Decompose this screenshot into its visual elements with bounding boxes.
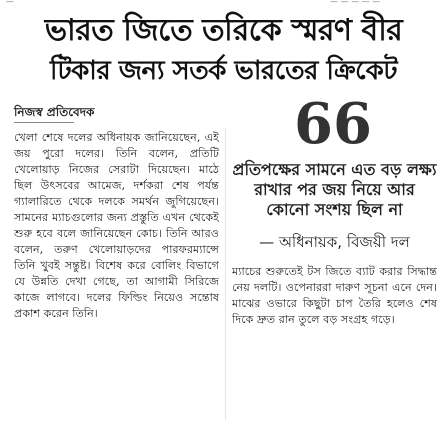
article-body: খেলা শেষে দলের অধিনায়ক জানিয়েছেন, এই জয় পুরো দলের। তিনি বলেন, প্রতিটি খেলোয়াড় নিজের সেরাটা দিয়েছেন। মাঠে ছিল উৎসবের আমেজ, দর্শকরা শেষ পর্যন্ত গ্যালারিতে থেকে দলকে সমর্থন জুগিয়েছেন। সামনের ম্যাচগুলোর জন্য প্রস্তুতি এখন থেকেই শুরু হবে বলে জানিয়েছেন কোচ। তিনি আরও বলেন, তরুণ খেলোয়াড়দের পারফরম্যান্সে তিনি খুবই সন্তুষ্ট। বিশেষ করে বোলিং বিভাগে যে উন্নতি দেখা গেছে, তা আগামী সিরিজে কাজে লাগবে। দলের ফিল্ডিং নিয়েও সন্তোষ প্রকাশ করেন তিনি। xyxy=(14,131,219,320)
top-strip-right: — — — — — xyxy=(330,0,381,6)
headline-line-2: টিকার জন্য সতর্ক ভারতের ক্রিকেট xyxy=(50,56,397,86)
byline: নিজস্ব প্রতিবেদক xyxy=(14,105,95,119)
pull-quote-source: — অধিনায়ক, বিজয়ী দল xyxy=(259,233,410,251)
column-divider xyxy=(225,128,226,420)
byline-rule xyxy=(14,122,74,123)
headline-line-1: ভারত জিতে তরিকে স্মরণ বীর xyxy=(44,13,403,48)
top-strip-left: — xyxy=(6,0,14,6)
pull-quote: প্রতিপক্ষের সামনে এত বড় লক্ষ্য রাখার পর জয় নিয়ে আর কোনো সংশয় ছিল না xyxy=(232,160,437,219)
side-article-body: ম্যাচের শুরুতেই টস জিতে ব্যাট করার সিদ্ধান্ত নেয় দলটি। ওপেনাররা দারুণ সূচনা এনে দেন। মাঝের ওভারে কিছুটা চাপ তৈরি হলেও শেষ দিকে দ্রুত রান তুলে বড় সংগ্রহ গড়ে। xyxy=(232,265,437,326)
top-strip xyxy=(0,0,447,8)
quote-mark-icon: 66 xyxy=(294,91,372,157)
